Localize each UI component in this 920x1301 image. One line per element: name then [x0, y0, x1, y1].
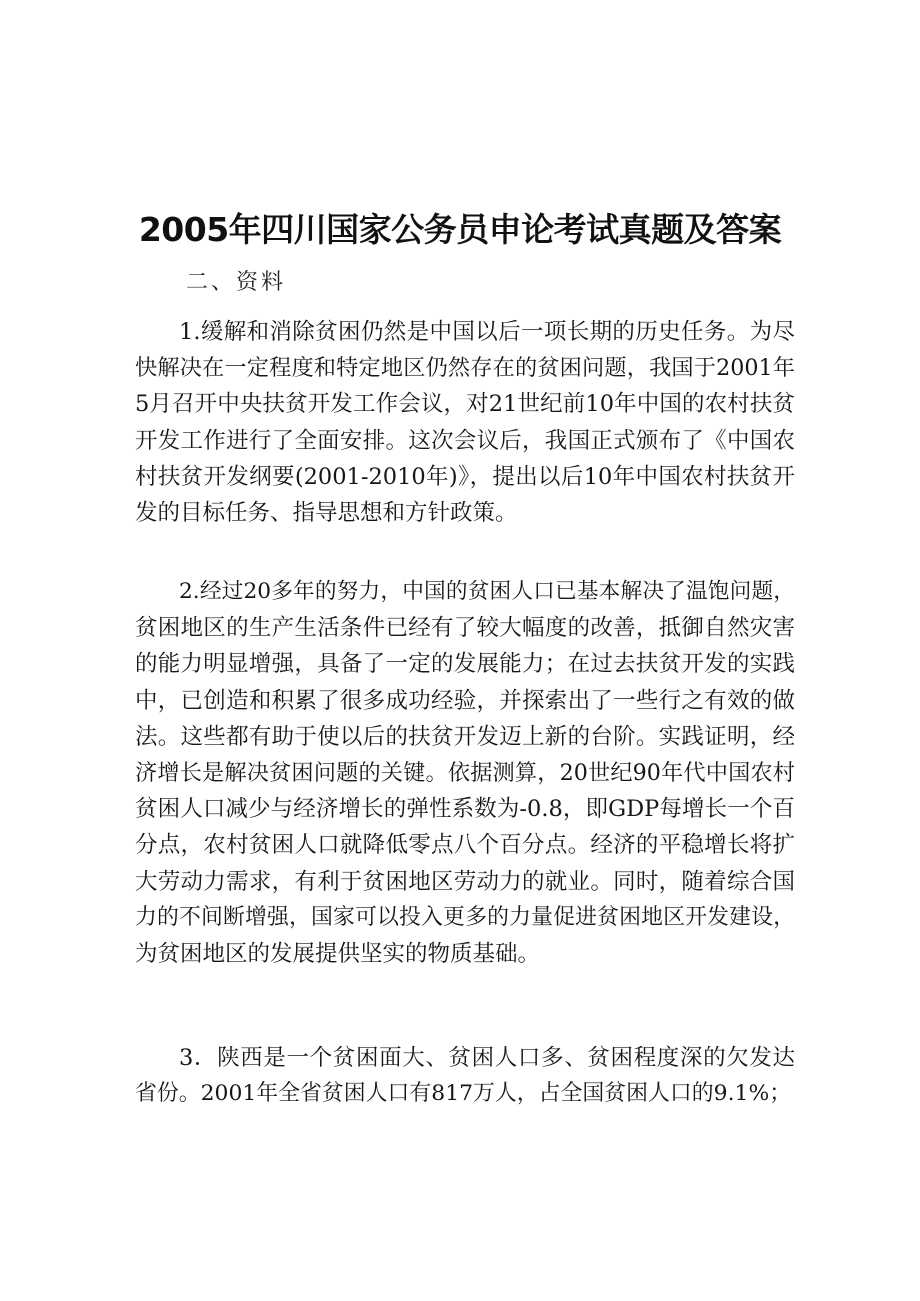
- section-heading: 二、资料: [186, 270, 287, 295]
- paragraph-1: [135, 314, 795, 531]
- paragraph-line: 省份。2001年全省贫困人口有817万人，占全国贫困人口的9.1%；: [135, 1081, 792, 1107]
- paragraph-line: 力的不间断增强，国家可以投入更多的力量促进贫困地区开发建设，: [135, 904, 795, 930]
- paragraph-line: 分点，农村贫困人口就降低零点八个百分点。经济的平稳增长将扩: [135, 832, 795, 859]
- paragraph-line: 3．陕西是一个贫困面大、贫困人口多、贫困程度深的欠发达: [179, 1045, 795, 1071]
- paragraph-line: 大劳动力需求，有利于贫困地区劳动力的就业。同时，随着综合国: [135, 868, 795, 895]
- paragraph-line: 贫困人口减少与经济增长的弹性系数为-0.8，即GDP每增长一个百: [135, 796, 795, 823]
- paragraph-line: 贫困地区的生产生活条件已经有了较大幅度的改善，抵御自然灾害: [135, 615, 795, 642]
- paragraph-line: 发的目标任务、指导思想和方针政策。: [135, 500, 518, 527]
- paragraph-2: [135, 574, 795, 972]
- paragraph-line: 快解决在一定程度和特定地区仍然存在的贫困问题，我国于2001年: [135, 355, 795, 382]
- paragraph-line: 村扶贫开发纲要(2001-2010年)》，提出以后10年中国农村扶贫开: [135, 463, 795, 490]
- paragraph-line: 为贫困地区的发展提供坚实的物质基础。: [135, 941, 541, 968]
- paragraph-line: 开发工作进行了全面安排。这次会议后，我国正式颁布了《中国农: [135, 427, 795, 454]
- paragraph-line: 1.缓解和消除贫困仍然是中国以后一项长期的历史任务。为尽: [179, 319, 795, 345]
- paragraph-line: 中，已创造和积累了很多成功经验，并探索出了一些行之有效的做: [135, 687, 795, 714]
- paragraph-line: 2.经过20多年的努力，中国的贫困人口已基本解决了温饱问题，: [179, 579, 795, 604]
- paragraph-line: 法。这些都有助于使以后的扶贫开发迈上新的台阶。实践证明，经: [135, 723, 795, 750]
- paragraph-line: 的能力明显增强，具备了一定的发展能力；在过去扶贫开发的实践: [135, 651, 795, 678]
- document-title: 2005年四川国家公务员申论考试真题及答案: [138, 210, 782, 249]
- paragraph-line: 济增长是解决贫困问题的关键。依据测算，20世纪90年代中国农村: [135, 760, 795, 787]
- paragraph-3: [135, 1040, 795, 1112]
- paragraph-line: 5月召开中央扶贫开发工作会议，对21世纪前10年中国的农村扶贫: [135, 391, 795, 418]
